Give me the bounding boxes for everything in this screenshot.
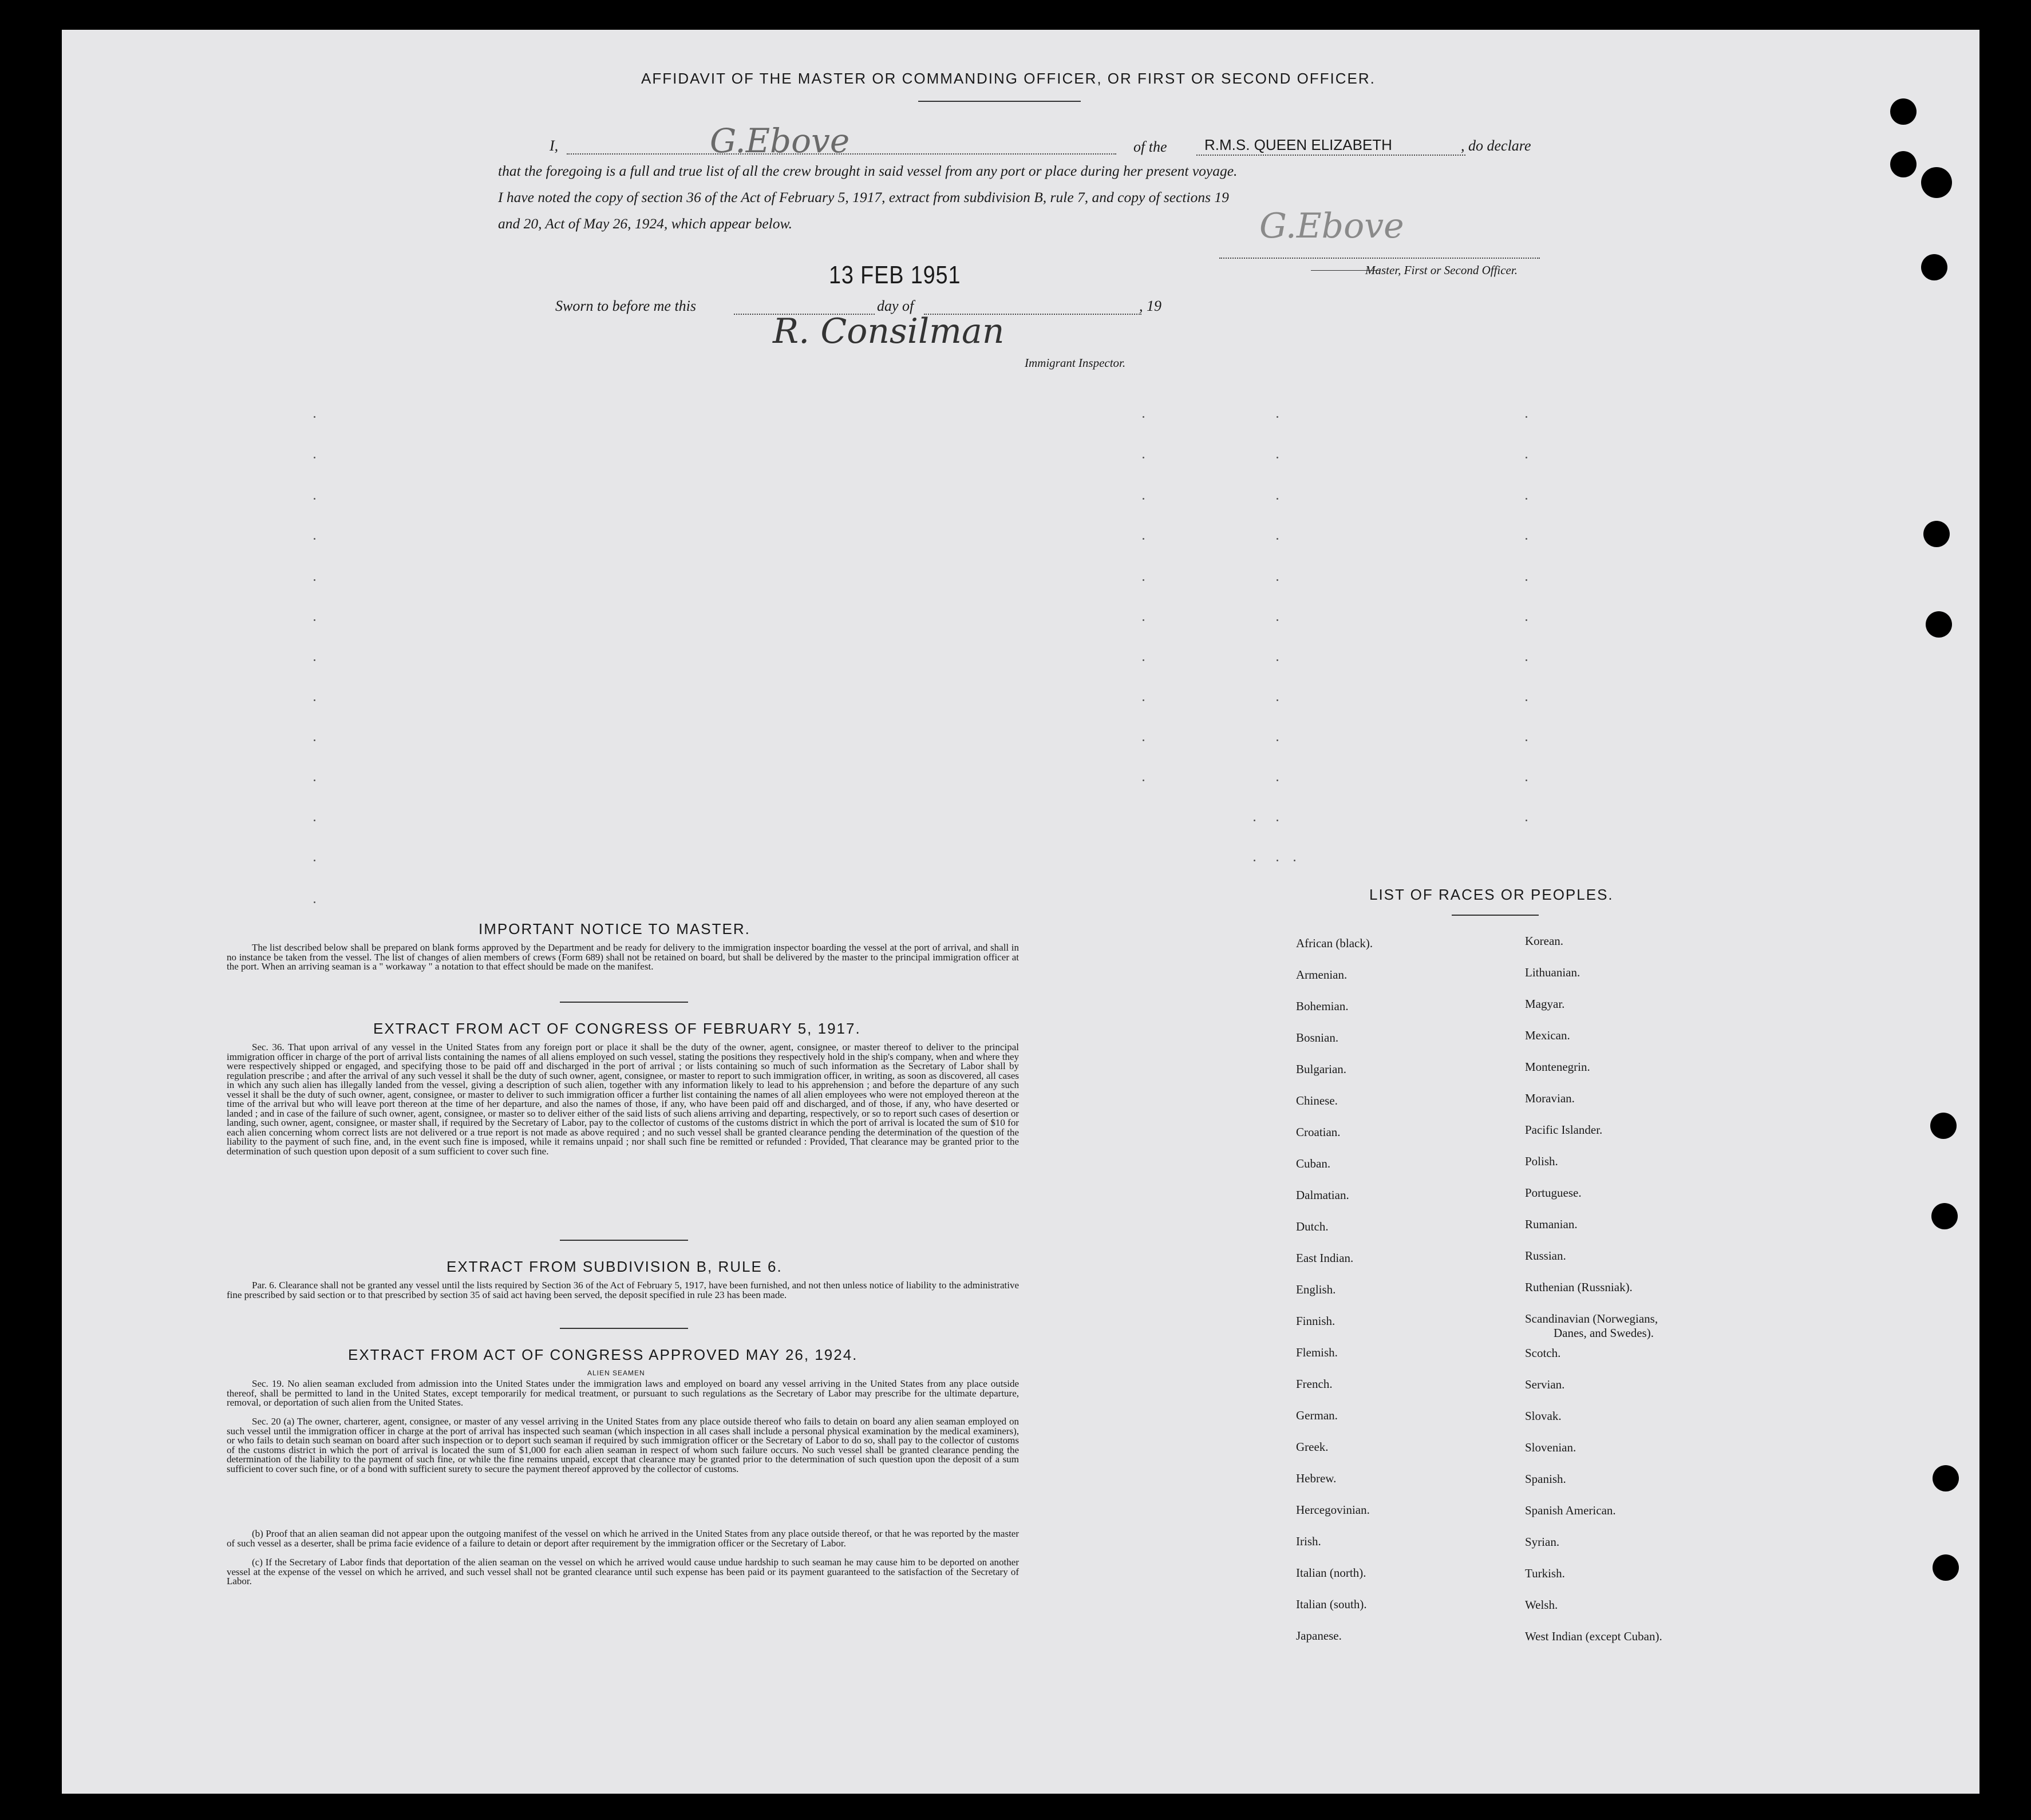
punch-hole [1933,1465,1959,1491]
year-label: , 19 [1139,298,1161,314]
punch-hole [1921,254,1947,280]
race-item: Finnish. [1296,1314,1335,1328]
race-item: Magyar. [1525,997,1565,1011]
subdivision-title: EXTRACT FROM SUBDIVISION B, RULE 6. [446,1258,783,1275]
race-item: Spanish American. [1525,1504,1616,1517]
sworn-label: Sworn to before me this [555,298,697,314]
notice-rule [560,1002,688,1003]
punch-hole [1890,151,1917,177]
punch-hole [1921,167,1952,198]
race-item: Scandinavian (Norwegians, [1525,1312,1658,1326]
race-item: Cuban. [1296,1157,1331,1170]
punch-hole [1930,1113,1957,1139]
race-item: Dalmatian. [1296,1188,1349,1202]
race-item: Pacific Islander. [1525,1123,1603,1137]
extract-1924-sec20c: (c) If the Secretary of Labor finds that deportation of the alien seaman on the vessel on which he arrived would cause undue hardship to such seaman he may cause him to be deported on another vessel at the expense of the vessel on which he arrived, and such vessel shall not be granted clearance until such expense has been paid or its payment guaranteed to the satisfaction of the Secretary of Labor. [227,1557,1019,1586]
of-the-label: of the [1133,139,1167,155]
affidavit-title: AFFIDAVIT OF THE MASTER OR COMMANDING OFFICER, OR FIRST OR SECOND OFFICER. [641,70,1376,87]
vessel-name: R.M.S. QUEEN ELIZABETH [1204,136,1392,153]
extract-1924-sec20a: Sec. 20 (a) The owner, charterer, agent, consignee, or master of any vessel arriving in the United States from any place outside thereof who fails to detain on board any alien seaman employed on such vessel until the immigration officer in charge at the port of arrival has inspected such seaman (which inspection in all cases shall include a personal physical examination by the medical examiners), or who fails to detain such seaman on board after such inspection or to deport such seaman if required by such immigration officer or the Secretary of Labor to do so, shall pay to the collector of customs of the customs district in which the port of arrival is located the sum of $1,000 for each alien seaman in respect of whom such failure occurs. No such vessel shall be granted clearance pending the determination of the liability to the payment of such fine, or while the fine remains unpaid, except that clearance may be granted prior to the determination of such question upon the deposit of a sum sufficient to cover such fine, or of a bond with sufficient surety to secure the payment thereof approved by the collector of customs. [227,1416,1019,1474]
inspector-signature: R. Consilman [773,311,1005,351]
vessel-line [1196,155,1465,156]
race-item: Dutch. [1296,1220,1329,1233]
race-item: Servian. [1525,1378,1565,1391]
race-item: Scotch. [1525,1346,1561,1360]
race-item: Greek. [1296,1440,1329,1454]
master-signature: G.Ebove [1259,206,1404,246]
race-item: Rumanian. [1525,1217,1578,1231]
race-item: Chinese. [1296,1094,1338,1107]
race-item: Lithuanian. [1525,966,1580,979]
declarant-signature: G.Ebove [710,121,850,160]
extract-1917-rule [560,1240,688,1241]
race-item: Italian (north). [1296,1566,1366,1580]
affidavit-line-2: that the foregoing is a full and true list of all the crew brought in said vessel from any port or place during her present voyage. [498,163,1238,179]
punch-hole [1933,1554,1959,1581]
title-rule [918,101,1081,102]
inspector-caption: Immigrant Inspector. [1025,356,1126,370]
punch-hole [1926,611,1952,638]
race-item: Welsh. [1525,1598,1558,1612]
race-item: West Indian (except Cuban). [1525,1629,1662,1643]
do-declare: , do declare [1461,137,1531,154]
race-item: Hercegovinian. [1296,1503,1370,1517]
race-item: East Indian. [1296,1251,1354,1265]
extract-1924-sec19: Sec. 19. No alien seaman excluded from admission into the United States under the immigration laws and employed on board any vessel arriving in the United States from any place outside thereof, shall be permitted to land in the United States, except temporarily for medical treatment, or pursuant to such regulations as the Secretary of Labor may prescribe for the ultimate departure, removal, or deportation of such alien from the United States. [227,1378,1019,1408]
master-caption: Master, First or Second Officer. [1365,263,1518,277]
date-stamp: 13 FEB 1951 [829,261,961,289]
extract-1924-subtitle: ALIEN SEAMEN [587,1369,645,1377]
race-item: German. [1296,1408,1338,1422]
notice-title: IMPORTANT NOTICE TO MASTER. [479,920,750,937]
race-item: Bulgarian. [1296,1062,1347,1076]
race-item: African (black). [1296,936,1373,950]
notice-text: The list described below shall be prepared on blank forms approved by the Department and be ready for delivery to the immigration inspector boarding the vessel at the port of arrival, and shall in no instance be taken from the vessel. The list of changes of alien members of crews (Form 689) shall not be retained on board, but shall be delivered by the master to the principal immigration officer at the port. When an arriving seaman is a " workaway " a notation to that effect should be made on the manifest. [227,942,1019,972]
race-item: Italian (south). [1296,1597,1367,1611]
race-item: Slovenian. [1525,1441,1576,1454]
day-of-label: day of [877,298,914,314]
race-item: Polish. [1525,1154,1558,1168]
races-rule [1452,915,1539,916]
race-item: Russian. [1525,1249,1566,1263]
race-item: Danes, and Swedes). [1554,1326,1654,1340]
race-item: Bohemian. [1296,999,1349,1013]
extract-1924-sec20b: (b) Proof that an alien seaman did not appear upon the outgoing manifest of the vessel on which he arrived in the United States from any place outside thereof, or that he was reported by the master of such vessel as a deserter, shall be prima facie evidence of a failure to detain or deport after requirement by the immigration officer or the Secretary of Labor. [227,1528,1019,1549]
race-item: Flemish. [1296,1346,1338,1359]
master-signature-line [1219,258,1540,259]
race-item: Korean. [1525,934,1564,948]
race-item: Spanish. [1525,1472,1566,1486]
race-item: French. [1296,1377,1333,1391]
punch-hole [1931,1203,1958,1229]
race-item: Croatian. [1296,1125,1341,1139]
race-item: Irish. [1296,1534,1321,1548]
punch-hole [1923,521,1950,547]
punch-hole [1890,98,1917,125]
race-item: Syrian. [1525,1535,1560,1549]
subdivision-text: Par. 6. Clearance shall not be granted any vessel until the lists required by Section 36 of the Act of February 5, 1917, have been furnished, and not then unless notice of liability to the administrative fine prescribed by said section or to that prescribed by section 35 of said act having been served, the deposit specified in rule 23 has been made. [227,1280,1019,1300]
subdivision-rule [560,1328,688,1329]
race-item: Montenegrin. [1525,1060,1590,1074]
race-item: Ruthenian (Russniak). [1525,1280,1633,1294]
i-label: I, [550,137,559,154]
race-item: Moravian. [1525,1091,1575,1105]
races-title: LIST OF RACES OR PEOPLES. [1369,886,1614,903]
extract-1924-title: EXTRACT FROM ACT OF CONGRESS APPROVED MAY 26, 1924. [348,1346,858,1363]
race-item: Japanese. [1296,1629,1342,1643]
race-item: English. [1296,1283,1336,1296]
extract-1917-title: EXTRACT FROM ACT OF CONGRESS OF FEBRUARY 5, 1917. [373,1020,861,1037]
race-item: Hebrew. [1296,1471,1337,1485]
race-item: Bosnian. [1296,1031,1339,1044]
race-item: Slovak. [1525,1409,1562,1423]
race-item: Turkish. [1525,1566,1565,1580]
affidavit-line-3: I have noted the copy of section 36 of the Act of February 5, 1917, extract from subdivision B, rule 7, and copy of sections 19 [498,189,1229,205]
race-item: Mexican. [1525,1028,1570,1042]
extract-1917-text: Sec. 36. That upon arrival of any vessel in the United States from any foreign port or place it shall be the duty of the owner, agent, consignee, or master thereof to deliver to the principal immigration officer in charge of the port of arrival lists containing the names of all aliens employed on such vessel, stating the positions they respectively hold in the ship's company, when and where they were respectively shipped or engaged, and specifying those to be paid off and discharged in the port of arrival ; or lists containing so much of such information as the Secretary of Labor shall by regulation prescribe ; and after the arrival of any such vessel it shall be the duty of such owner, agent, consignee, or master to report to such immigration officer, in writing, as soon as discovered, all cases in which any such alien has illegally landed from the vessel, giving a description of such alien, together with any information likely to lead to his apprehension ; and before the departure of any such vessel it shall be the duty of such owner, agent, consignee, or master to deliver to such immigration officer a further list containing the names of all alien employees who were not employed thereon at the time of the arrival but who will leave port thereon at the time of her departure, and also the names of those, if any, who have been paid off and discharged, and of those, if any, who have deserted or landed ; and in case of the failure of such owner, agent, consignee, or master so to deliver either of the said lists of such aliens arriving and departing, respectively, or so to report such cases of desertion or landing, such owner, agent, consignee, or master shall, if required by the Secretary of Labor, pay to the collector of customs of the customs district in which the port of arrival is located the sum of $10 for each alien concerning whom correct lists are not delivered or a true report is not made as above required ; and no such vessel shall be granted clearance pending the determination of the question of the liability to the payment of such fine, and, in the event such fine is imposed, while it remains unpaid ; nor shall such fine be remitted or refunded : Provided, That clearance may be granted prior to the determination of such question upon deposit of a sum sufficient to cover such fine. [227,1042,1019,1157]
affidavit-line-4: and 20, Act of May 26, 1924, which appear below. [498,215,792,232]
race-item: Armenian. [1296,968,1348,982]
race-item: Portuguese. [1525,1186,1582,1200]
